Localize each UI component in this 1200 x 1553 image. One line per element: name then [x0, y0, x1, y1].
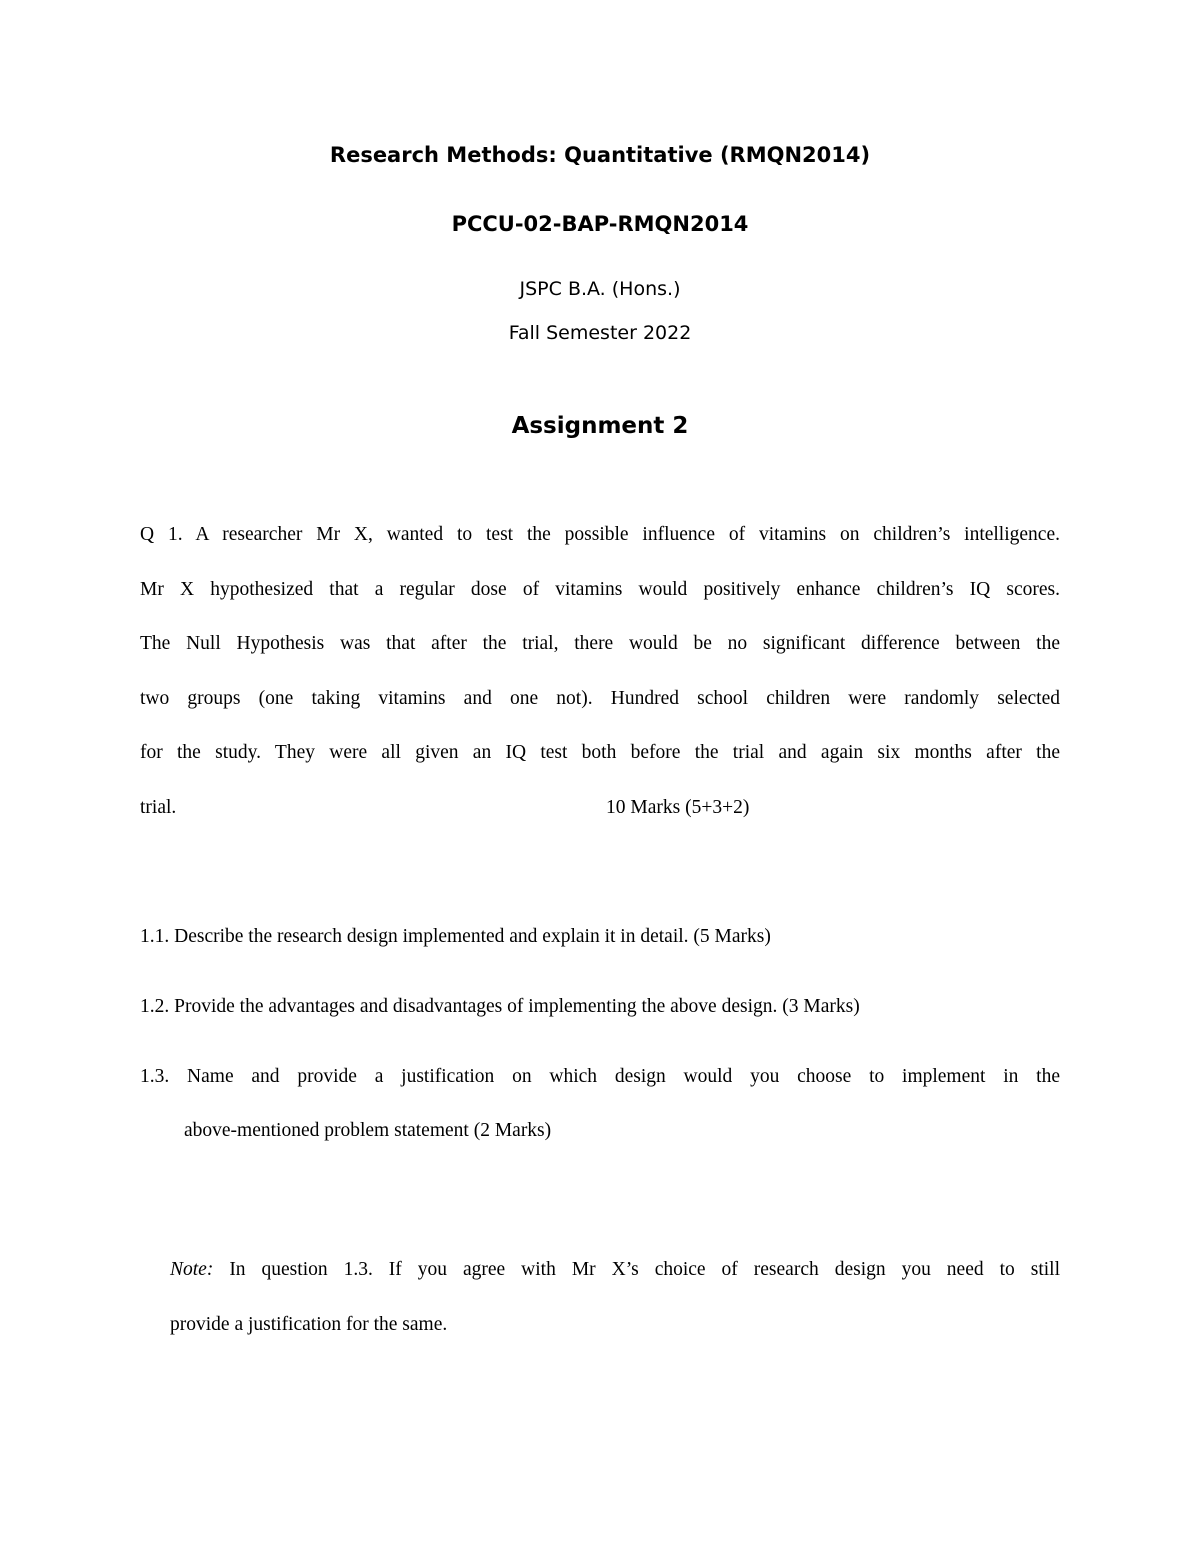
- subquestion-1-3-continuation: above-mentioned problem statement (2 Marks): [184, 1120, 552, 1141]
- subquestion-1-1: 1.1. Describe the research design implemented and explain it in detail. (5 Marks): [140, 926, 771, 947]
- question-1-line: Q 1. A researcher Mr X, wanted to test the possible influence of vitamins on children’s intelligence.: [140, 524, 1060, 545]
- course-title: Research Methods: Quantitative (RMQN2014): [329, 143, 871, 167]
- question-1-line: for the study. They were all given an IQ test both before the trial and again six months after the: [140, 742, 1060, 763]
- assignment-title: Assignment 2: [511, 413, 689, 439]
- note-label: Note:: [170, 1259, 214, 1280]
- subquestion-1-2: 1.2. Provide the advantages and disadvantages of implementing the above design. (3 Marks): [140, 996, 860, 1017]
- program-name: JSPC B.A. (Hons.): [519, 278, 681, 300]
- question-1-line: The Null Hypothesis was that after the trial, there would be no significant difference between the: [140, 633, 1060, 654]
- note-text: In question 1.3. If you agree with Mr X’s choice of research design you need to still: [229, 1259, 1060, 1280]
- question-1-line: Mr X hypothesized that a regular dose of vitamins would positively enhance children’s IQ scores.: [140, 578, 1060, 600]
- note-line: [170, 1259, 1060, 1281]
- subquestion-1-3: 1.3. Name and provide a justification on which design would you choose to implement in the: [140, 1066, 1060, 1087]
- question-1-line: two groups (one taking vitamins and one not). Hundred school children were randomly selected: [140, 687, 1060, 709]
- question-1-line: [140, 781, 1060, 836]
- note-line-2: provide a justification for the same.: [170, 1314, 448, 1335]
- course-code: PCCU-02-BAP-RMQN2014: [451, 212, 749, 236]
- question-1-last-word: trial.: [140, 796, 177, 818]
- question-1-marks: 10 Marks (5+3+2): [606, 796, 750, 818]
- question-1: [140, 508, 1060, 835]
- semester: Fall Semester 2022: [508, 322, 692, 344]
